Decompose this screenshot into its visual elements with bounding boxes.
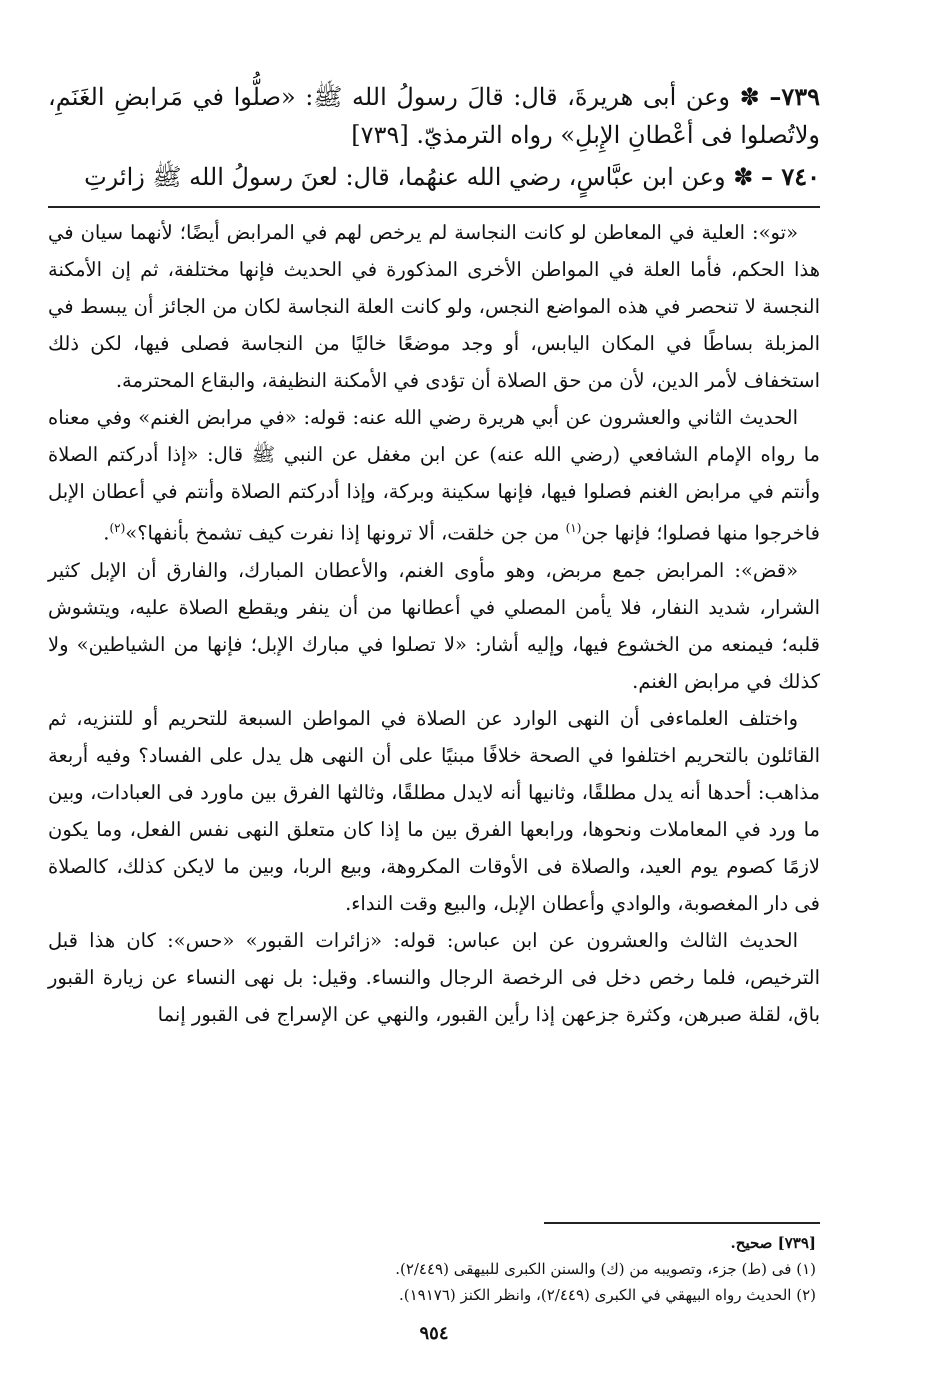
footnote-ref[interactable]: (١)	[565, 521, 582, 535]
hadith-number: ٧٣٩–	[769, 82, 820, 111]
hadith-text: ✽ وعن ابن عبَّاسٍ، رضي الله عنهُما، قال: لعنَ رسولُ الله ﷺ زائرتِ	[84, 163, 754, 191]
commentary-paragraph: «تو»: العلية في المعاطن لو كانت النجاسة لم يرخص لهم في المرابض أيضًا؛ لأنهما سيان في هذا الحكم، فأما العلة في المواطن الأخرى المذكورة في الحديث فإنها مختلفة، ثم إن الأمكنة النجسة لا تنحصر في هذه المواضع النجس، ولو كانت العلة النجاسة لكان من الجائز أن يبسط في المزبلة بساطًا في المكان اليابس، أو وجد موضعًا خاليًا من النجاسة فصلى فيها، لكن ذلك استخفاف لأمر الدين، لأن من حق الصلاة أن تؤدى في الأمكنة النظيفة، والبقاع المحترمة.	[48, 221, 820, 392]
footnote: (١) فى (ط) جزء، وتصويبه من (ك) والسنن الكبرى للبيهقى (٢/٤٤٩).	[395, 1260, 816, 1278]
commentary-paragraph: الحديث الثالث والعشرون عن ابن عباس: قوله: «زائرات القبور» «حس»: كان هذا قبل الترخيص، فلما رخص دخل فى الرخصة الرجال والنساء. وقيل: بل نهى النساء عن زيارة القبور باق، لقلة صبرهن، وكثرة جزعهن إذا رأين القبور، والنهي عن الإسراج فى القبور إنما	[48, 928, 820, 1026]
footnote: [٧٣٩] صحيح.	[730, 1234, 816, 1252]
page-number: ٩٥٤	[419, 1323, 449, 1344]
hadith-739	[48, 78, 820, 154]
commentary-paragraph: واختلف العلماءفى أن النهى الوارد عن الصلاة في المواطن السبعة للتحريم أو للتنزيه، ثم القائلون بالتحريم اختلفوا في الصحة خلافًا مبنيًا على أن النهى هل يدل على الفساد؟ وفيه أربعة مذاهب: أحدها أنه يدل مطلقًا، وثانيها أنه لايدل مطلقًا، وثالثها الفرق بين ماورد فى العبادات، وبين ما ورد في المعاملات ونحوها، ورابعها الفرق بين ما إذا كان متعلق النهى نفس الفعل، وما يكون لازمًا كصوم يوم العيد، والصلاة فى الأوقات المكروهة، وبيع الربا، وبين ما لايكن كذلك، كالصلاة فى دار المغصوبة، والوادي وأعطان الإبل، والبيع وقت النداء.	[48, 706, 820, 915]
page-body	[48, 78, 820, 1378]
footnote-divider	[544, 1222, 820, 1224]
hadith-text: ✽ وعن أبى هريرةَ، قال: قالَ رسولُ الله ﷺ: «صلُّوا في مَرابضِ الغَنَمِ، ولاتُصلوا فى أعْطانِ الإِبلِ» رواه الترمذيّ. [٧٣٩]	[48, 83, 820, 149]
hadith-number: ٧٤٠ –	[760, 162, 820, 191]
commentary-divider	[48, 206, 820, 208]
commentary-paragraph: الحديث الثاني والعشرون عن أبي هريرة رضي الله عنه: قوله: «في مرابض الغنم» وفي معناه ما رواه الإمام الشافعي (رضي الله عنه) عن ابن مغفل عن النبي ﷺ قال: «إذا أدركتم الصلاة وأنتم في مرابض الغنم فصلوا فيها، فإنها سكينة وبركة، وإذا أدركتم الصلاة وأنتم في أعطان الإبل فاخرجوا منها فصلوا؛ فإنها جن$^{(١)}$ من جن خلقت، ألا ترونها إذا نفرت كيف تشمخ بأنفها؟»$^{(٢)}$.	[48, 406, 820, 545]
footnote-ref[interactable]: (٢)	[109, 521, 126, 535]
hadith-740	[48, 158, 820, 196]
footnotes	[116, 1230, 816, 1308]
commentary-paragraph: «قض»: المرابض جمع مربض، وهو مأوى الغنم، والأعطان المبارك، والفارق أن الإبل كثير الشرار، شديد النفار، فلا يأمن المصلي في أعطانها من أن ينفر ويقطع الصلاة عليه، ويتشوش قلبه؛ فيمنعه من الخشوع فيها، وإليه أشار: «لا تصلوا في مبارك الإبل؛ فإنها من الشياطين» ولا كذلك في مرابض الغنم.	[48, 558, 820, 693]
footnote: (٢) الحديث رواه البيهقي في الكبرى (٢/٤٤٩)، وانظر الكنز (١٩١٧٦).	[398, 1286, 816, 1304]
